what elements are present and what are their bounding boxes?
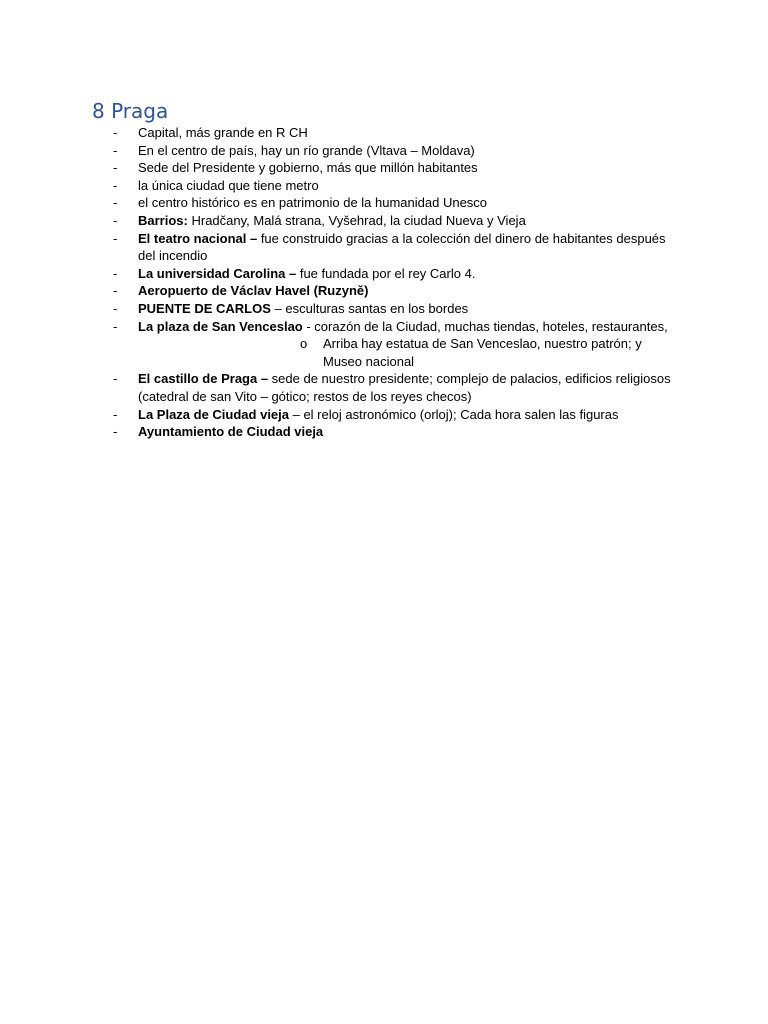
list-item-bold: Aeropuerto de Václav Havel (Ruzyně) xyxy=(138,283,369,299)
list-item xyxy=(0,300,680,318)
list-bullet: - xyxy=(113,406,118,422)
list-item xyxy=(0,423,680,441)
list-item-text: – el reloj astronómico (orloj); Cada hora salen las figuras xyxy=(289,406,619,422)
list-item xyxy=(0,282,680,300)
list-item-text: el centro histórico es en patrimonio de la humanidad Unesco xyxy=(138,195,488,211)
list-item-text: la única ciudad que tiene metro xyxy=(138,177,319,193)
list-item-bold: PUENTE DE CARLOS xyxy=(138,300,271,316)
sub-list xyxy=(138,335,680,370)
sub-list-item-text: Arriba hay estatua de San Venceslao, nuestro patrón; y Museo nacional xyxy=(323,336,642,369)
list-item xyxy=(0,159,680,177)
list-item-bold: El teatro nacional – xyxy=(138,230,258,246)
list-bullet: - xyxy=(113,318,118,334)
list-item-bold: La universidad Carolina – xyxy=(138,265,297,281)
list-item xyxy=(0,142,680,160)
list-item xyxy=(0,124,680,142)
list-item-bold: El castillo de Praga – xyxy=(138,371,269,387)
list-item-text: - corazón de la Ciudad, muchas tiendas, hoteles, restaurantes, xyxy=(302,318,668,334)
list-item-text: En el centro de país, hay un río grande (Vltava – Moldava) xyxy=(138,142,475,158)
list-item xyxy=(0,406,680,424)
list-item-bold: Ayuntamiento de Ciudad vieja xyxy=(138,424,324,440)
list-item-bold: Barrios: xyxy=(138,212,188,228)
list-item-bold: La Plaza de Ciudad vieja xyxy=(138,406,289,422)
list-bullet: - xyxy=(113,300,118,316)
list-item-bold: La plaza de San Venceslao xyxy=(138,318,303,334)
list-item-text: Capital, más grande en R CH xyxy=(138,125,308,140)
list-item xyxy=(0,265,680,283)
sub-list-bullet: o xyxy=(300,336,308,352)
list-item-text: Hradčany, Malá strana, Vyšehrad, la ciudad Nueva y Vieja xyxy=(187,212,526,228)
sub-list-item xyxy=(300,335,653,370)
list-bullet: - xyxy=(113,371,118,387)
list-item xyxy=(0,194,680,212)
list-item xyxy=(0,212,680,230)
list-bullet: - xyxy=(113,212,118,228)
list-item xyxy=(0,230,680,265)
list-item-text: – esculturas santas en los bordes xyxy=(270,300,469,316)
list-bullet: - xyxy=(113,177,118,193)
list-bullet: - xyxy=(113,424,118,440)
list-item xyxy=(0,318,680,371)
list-item xyxy=(0,177,680,195)
list-item xyxy=(0,370,680,405)
list-item-text: fue fundada por el rey Carlo 4. xyxy=(296,265,476,281)
list-bullet: - xyxy=(113,125,118,140)
list-bullet: - xyxy=(113,230,118,246)
list-bullet: - xyxy=(113,160,118,176)
list-item-text: Sede del Presidente y gobierno, más que millón habitantes xyxy=(138,160,478,176)
bullet-list xyxy=(0,124,768,441)
list-bullet: - xyxy=(113,265,118,281)
list-item-text: fue construido gracias a la colección del dinero de habitantes después del incendio xyxy=(138,230,666,264)
list-bullet: - xyxy=(113,142,118,158)
list-item-text: sede de nuestro presidente; complejo de palacios, edificios religiosos (catedral de san Vito – gótico; restos de los reyes checos) xyxy=(138,371,671,404)
list-bullet: - xyxy=(113,195,118,211)
page-title: 8 Praga xyxy=(92,99,169,123)
list-bullet: - xyxy=(113,283,118,299)
